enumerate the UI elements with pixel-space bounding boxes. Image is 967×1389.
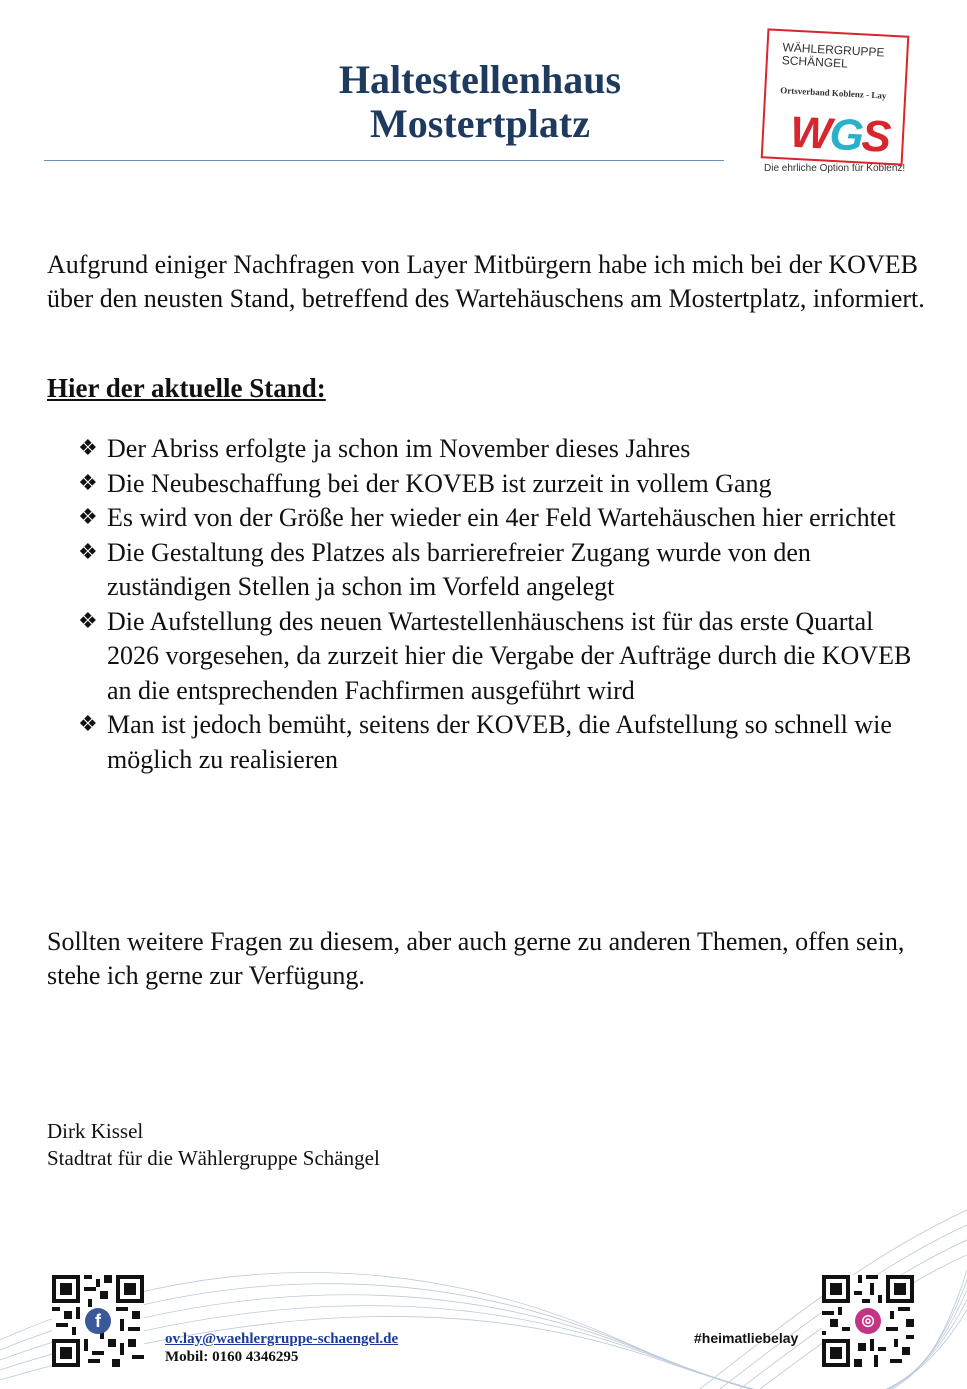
bullet-diamond-icon: ❖ [78, 712, 98, 737]
contact-block [165, 1330, 398, 1366]
list-item-text: Die Gestaltung des Platzes als barrierefreier Zugang wurde von den zuständigen Stellen ja schon im Vorfeld angelegt [107, 537, 811, 601]
list-item [78, 536, 928, 605]
logo-letter-g: G [828, 109, 864, 161]
list-item-text: Man ist jedoch bemüht, seitens der KOVEB, die Aufstellung so schnell wie möglich zu realisieren [107, 710, 892, 774]
list-item [78, 708, 928, 777]
list-item [78, 501, 928, 536]
facebook-icon: f [85, 1308, 111, 1334]
bullet-diamond-icon: ❖ [78, 470, 98, 496]
email-link[interactable]: ov.lay@waehlergruppe-schaengel.de [165, 1331, 399, 1347]
logo-ortsverband: Ortsverband Koblenz - Lay [780, 85, 887, 101]
hashtag: #heimatliebelay [694, 1330, 799, 1346]
instagram-qr-code[interactable] [822, 1275, 914, 1367]
list-item-text: Der Abriss erfolgte ja schon im November dieses Jahres [107, 434, 691, 463]
list-item-text: Es wird von der Größe her wieder ein 4er Feld Wartehäuschen hier errichtet [107, 503, 896, 532]
logo-frame [761, 28, 910, 165]
title-divider [44, 160, 724, 161]
instagram-icon: ◎ [855, 1308, 881, 1334]
title-line-1: Haltestellenhaus [338, 57, 622, 102]
list-item [78, 605, 928, 709]
bullet-diamond-icon: ❖ [78, 539, 98, 565]
bullet-diamond-icon: ❖ [78, 436, 98, 461]
list-item [78, 467, 928, 502]
signature-role: Stadtrat für die Wählergruppe Schängel [47, 1146, 380, 1170]
list-item-text: Die Aufstellung des neuen Wartestellenhäuschens ist für das erste Quartal 2026 vorgesehen, da zurzeit hier die Vergabe der Aufträge durch die KOVEB an die entsprechenden Fachfirmen ausgeführt wird [107, 606, 912, 705]
closing-paragraph: Sollten weitere Fragen zu diesem, aber auch gerne zu anderen Themen, offen sein, stehe ich gerne zur Verfügung. [47, 927, 905, 990]
facebook-qr-code[interactable] [52, 1275, 144, 1367]
wgs-logo [760, 26, 910, 178]
status-list [78, 432, 928, 777]
page-title [160, 58, 800, 146]
logo-letter-s: S [860, 111, 891, 162]
title-line-2: Mostertplatz [370, 101, 590, 146]
logo-wgs-letters [789, 108, 891, 163]
logo-slogan: Die ehrliche Option für Koblenz! [764, 163, 906, 174]
logo-name: WÄHLERGRUPPE SCHÄNGEL [781, 40, 885, 71]
list-item-text: Die Neubeschaffung bei der KOVEB ist zurzeit in vollem Gang [107, 468, 772, 498]
bullet-diamond-icon: ❖ [78, 608, 98, 634]
signature-name: Dirk Kissel [47, 1119, 144, 1143]
mobile-number: Mobil: 0160 4346295 [165, 1349, 299, 1365]
logo-letter-w: W [788, 107, 831, 159]
status-heading: Hier der aktuelle Stand: [47, 373, 326, 403]
bullet-diamond-icon: ❖ [78, 505, 98, 530]
intro-paragraph: Aufgrund einiger Nachfragen von Layer Mitbürgern habe ich mich bei der KOVEB über den neusten Stand, betreffend des Wartehäuschens am Mostertplatz, informiert. [47, 250, 925, 313]
signature [47, 1118, 380, 1172]
list-item [78, 432, 928, 467]
